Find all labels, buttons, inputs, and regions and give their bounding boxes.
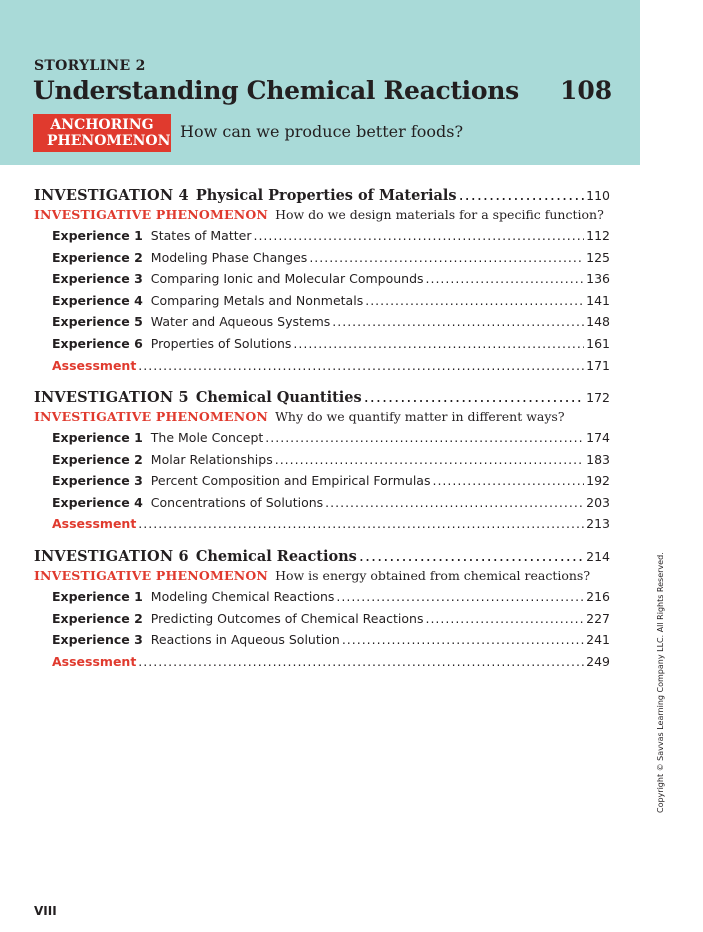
experience-title: Modeling Chemical Reactions <box>150 589 335 604</box>
dot-leader <box>426 271 585 286</box>
page-number: 136 <box>586 271 610 287</box>
assessment-label: Assessment <box>52 653 137 669</box>
investigative-phenomenon <box>34 207 610 222</box>
experience-number: Experience 4 <box>52 494 143 510</box>
page-number: 171 <box>586 357 610 373</box>
page-number: 249 <box>586 653 610 669</box>
storyline-page-number: 108 <box>560 76 613 105</box>
experience-number: Experience 1 <box>52 228 143 243</box>
phenomenon-label: INVESTIGATIVE PHENOMENON <box>34 207 269 222</box>
dot-leader <box>365 293 584 308</box>
page-number: 214 <box>586 549 610 564</box>
toc-entry-experience[interactable] <box>52 495 610 510</box>
experience-number: Experience 4 <box>52 292 143 308</box>
experience-title: The Mole Concept <box>150 430 264 445</box>
storyline-title: Understanding Chemical Reactions <box>33 76 519 105</box>
phenomenon-question: How do we design materials for a specific function? <box>275 207 604 222</box>
dot-leader <box>336 589 584 604</box>
toc-entry-experience[interactable] <box>52 473 610 488</box>
toc-entry-experience[interactable] <box>52 336 610 351</box>
toc-entry-experience[interactable] <box>52 271 610 286</box>
experience-title: States of Matter <box>150 228 252 243</box>
experience-number: Experience 3 <box>52 632 143 648</box>
toc-entry-assessment[interactable] <box>52 358 610 373</box>
phenomenon-label: INVESTIGATIVE PHENOMENON <box>34 568 269 583</box>
investigation-title: Chemical Reactions <box>195 548 357 565</box>
page-number: 213 <box>586 516 610 532</box>
page-folio: VIII <box>34 904 57 918</box>
page-number: 227 <box>586 610 610 626</box>
toc-entry-experience[interactable] <box>52 250 610 265</box>
dot-leader <box>342 632 584 647</box>
experience-title: Comparing Metals and Nonmetals <box>150 292 364 308</box>
investigative-phenomenon <box>34 568 610 583</box>
toc-entry-experience[interactable] <box>52 611 610 626</box>
experience-title: Properties of Solutions <box>150 336 292 351</box>
storyline-header <box>0 0 640 165</box>
dot-leader <box>459 185 585 204</box>
dot-leader <box>138 358 584 373</box>
dot-leader <box>253 228 584 243</box>
page-number: 174 <box>586 430 610 445</box>
dot-leader <box>138 654 584 669</box>
toc-entry-investigation[interactable] <box>34 387 610 406</box>
page-number: 110 <box>586 188 610 203</box>
experience-title: Concentrations of Solutions <box>150 494 324 510</box>
experience-number: Experience 1 <box>52 589 143 604</box>
dot-leader <box>332 314 584 329</box>
investigative-phenomenon <box>34 409 610 424</box>
dot-leader <box>425 611 584 626</box>
toc-entry-experience[interactable] <box>52 452 610 467</box>
experience-number: Experience 3 <box>52 271 143 287</box>
experience-title: Comparing Ionic and Molecular Compounds <box>150 271 424 287</box>
anchoring-phenomenon-badge <box>33 114 171 152</box>
copyright-notice: Copyright © Savvas Learning Company LLC. All Rights Reserved. <box>656 552 665 813</box>
toc-entry-experience[interactable] <box>52 314 610 329</box>
page-number: 241 <box>586 632 610 648</box>
investigation-number: INVESTIGATION 5 <box>34 389 189 406</box>
experience-title: Water and Aqueous Systems <box>150 314 331 330</box>
dot-leader <box>432 473 584 488</box>
page-number: 192 <box>586 473 610 489</box>
page-number: 216 <box>586 589 610 604</box>
phenomenon-question: Why do we quantify matter in different ways? <box>275 409 565 424</box>
anchoring-question: How can we produce better foods? <box>180 122 464 141</box>
experience-number: Experience 2 <box>52 610 143 626</box>
dot-leader <box>138 516 584 531</box>
investigation-number: INVESTIGATION 6 <box>34 548 189 565</box>
page-number: 112 <box>586 228 610 243</box>
page-number: 125 <box>586 249 610 265</box>
investigation-number: INVESTIGATION 4 <box>34 187 189 204</box>
page-number: 161 <box>586 336 610 351</box>
toc-entry-assessment[interactable] <box>52 654 610 669</box>
toc-entry-experience[interactable] <box>52 589 610 604</box>
experience-number: Experience 6 <box>52 336 143 351</box>
experience-title: Reactions in Aqueous Solution <box>150 632 340 648</box>
toc-entry-experience[interactable] <box>52 228 610 243</box>
phenomenon-question: How is energy obtained from chemical reactions? <box>275 568 591 583</box>
experience-number: Experience 1 <box>52 430 143 445</box>
dot-leader <box>293 336 584 351</box>
dot-leader <box>325 495 584 510</box>
experience-number: Experience 2 <box>52 451 143 467</box>
toc-entry-experience[interactable] <box>52 632 610 647</box>
dot-leader <box>275 452 584 467</box>
toc-entry-investigation[interactable] <box>34 546 610 565</box>
dot-leader <box>309 250 584 265</box>
anchoring-phenomenon-badge-text: ANCHORING PHENOMENON <box>47 117 171 149</box>
investigation-title: Physical Properties of Materials <box>195 187 457 204</box>
phenomenon-label: INVESTIGATIVE PHENOMENON <box>34 409 269 424</box>
experience-title: Percent Composition and Empirical Formulas <box>150 473 431 489</box>
dot-leader <box>359 546 584 565</box>
toc-entry-experience[interactable] <box>52 293 610 308</box>
storyline-label: STORYLINE 2 <box>34 58 146 74</box>
toc-entry-experience[interactable] <box>52 430 610 445</box>
dot-leader <box>364 387 584 406</box>
experience-number: Experience 3 <box>52 473 143 489</box>
page-number: 141 <box>586 292 610 308</box>
page-number: 148 <box>586 314 610 330</box>
dot-leader <box>265 430 584 445</box>
assessment-label: Assessment <box>52 357 137 373</box>
page-number: 183 <box>586 451 610 467</box>
investigation-title: Chemical Quantities <box>195 389 362 406</box>
toc-entry-assessment[interactable] <box>52 516 610 531</box>
experience-number: Experience 2 <box>52 249 143 265</box>
page-number: 203 <box>586 494 610 510</box>
experience-title: Molar Relationships <box>150 451 273 467</box>
assessment-label: Assessment <box>52 516 137 532</box>
toc-entry-investigation[interactable] <box>34 185 610 204</box>
page-number: 172 <box>586 390 610 405</box>
experience-title: Predicting Outcomes of Chemical Reactions <box>150 610 424 626</box>
experience-title: Modeling Phase Changes <box>150 249 308 265</box>
experience-number: Experience 5 <box>52 314 143 330</box>
